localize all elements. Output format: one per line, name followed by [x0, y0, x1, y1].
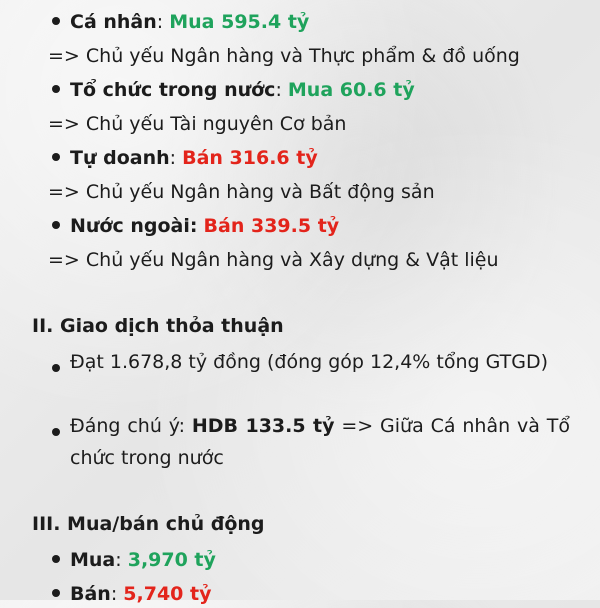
- bullet-dot-icon: [52, 364, 60, 372]
- highlight-suffix: => Giữa Cá nhân và Tổ chức trong nước: [70, 415, 571, 469]
- active-buy-value: 3,970 tỷ: [127, 549, 216, 571]
- section-2-title: II. Giao dịch thỏa thuận: [32, 315, 284, 337]
- section-3-title: III. Mua/bán chủ động: [32, 513, 265, 535]
- investor-foreign: [52, 212, 339, 240]
- bullet-dot-icon: [52, 85, 60, 93]
- active-sell-row: [52, 580, 211, 608]
- investor-note: => Chủ yếu Ngân hàng và Thực phẩm & đồ uống: [48, 45, 520, 67]
- investor-label: Cá nhân: [70, 11, 157, 33]
- active-sell-value: 5,740 tỷ: [123, 583, 212, 605]
- investor-note: => Chủ yếu Tài nguyên Cơ bản: [48, 113, 347, 135]
- investor-domestic-institution: [52, 76, 415, 104]
- section-2-item-highlight: [70, 410, 570, 474]
- investor-label: Nước ngoài:: [70, 215, 198, 237]
- bullet-dot-icon: [52, 17, 60, 25]
- investor-separator: :: [275, 79, 288, 101]
- active-buy-separator: :: [115, 549, 128, 571]
- investor-value: Bán 316.6 tỷ: [182, 147, 318, 169]
- bullet-dot-icon: [52, 153, 60, 161]
- investor-separator: :: [156, 11, 170, 33]
- investor-value: Mua 60.6 tỷ: [287, 79, 415, 101]
- investor-label: Tổ chức trong nước: [70, 79, 276, 101]
- section-2-item-volume: Đạt 1.678,8 tỷ đồng (đóng góp 12,4% tổng GTGD): [70, 351, 549, 373]
- investor-proprietary: [52, 144, 318, 172]
- investor-note: => Chủ yếu Ngân hàng và Xây dựng & Vật liệu: [48, 249, 499, 271]
- active-buy-row: [52, 546, 216, 574]
- investor-label: Tự doanh: [70, 147, 170, 169]
- bullet-dot-icon: [52, 221, 60, 229]
- active-sell-separator: :: [110, 583, 124, 605]
- highlight-prefix: Đáng chú ý:: [70, 415, 192, 437]
- bullet-dot-icon: [52, 589, 60, 597]
- investor-separator: :: [169, 147, 183, 169]
- investor-note: => Chủ yếu Ngân hàng và Bất động sản: [48, 181, 435, 203]
- highlight-ticker-value: HDB 133.5 tỷ: [191, 415, 335, 437]
- active-sell-label: Bán: [70, 583, 111, 605]
- bullet-dot-icon: [52, 555, 60, 563]
- bullet-dot-icon: [52, 428, 60, 436]
- investor-individual: [52, 8, 309, 36]
- investor-value: Mua 595.4 tỷ: [169, 11, 310, 33]
- investor-value: Bán 339.5 tỷ: [203, 215, 340, 237]
- active-buy-label: Mua: [70, 549, 116, 571]
